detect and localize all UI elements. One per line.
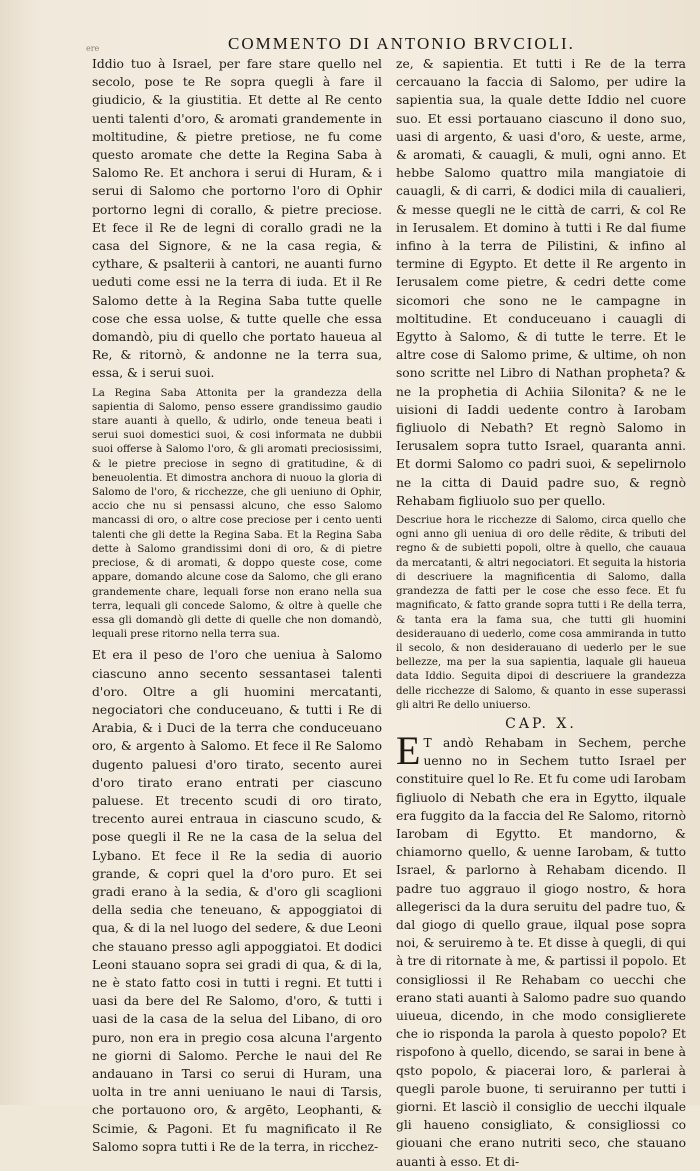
- gutter-mark: ere: [86, 44, 100, 53]
- scripture-text-1: Iddio tuo à Israel, per fare stare quello nel secolo, pose te Re sopra quegli à fare il giudicio, & la giustitia. Et dette al Re cento uenti talenti d'oro, & aromati grandemente in moltitudine, & pietre pretiose, ne fu come questo aromate che dette la Regina Saba à Salomo Re. Et anchora i serui di Huram, & i serui di Salomo che portorno l'oro di Ophir portorno legni di corallo, & pietre preciose. Et fece il Re de legni di corallo gradi ne la casa del Signore, & ne la casa regia, & cythare, & psalterii à cantori, ne auanti furno ueduti come essi ne la terra di iuda. Et il Re Salomo dette à la Regina Saba tutte quelle cose che essa uolse, & tutte quelle che essa domandò, piu di quello che portato haueua al Re, & ritornò, & andonne ne la terra sua, essa, & i serui suoi.: [92, 57, 382, 381]
- scripture-text-3: ze, & sapientia. Et tutti i Re de la terra cercauano la faccia di Salomo, per udire la sapientia sua, la quale dette Iddio nel cuore suo. Et essi portauano ciascuno il dono suo, uasi di argento, & uasi d'oro, & ueste, arme, & aromati, & cauagli, & muli, ogni anno. Et hebbe Salomo quattro mila mangiatoie di cauagli, & di carri, & dodici mila di caualieri, & messe quegli ne le città de carri, & col Re in Ierusalem. Et domino à tutti i Re dal fiume infino à la terra de Pilistini, & infino al termine di Egypto. Et dette il Re argento in Ierusalem come pietre, & cedri dette come sicomori che sono ne le campagne in moltitudine. Et conduceuano i cauagli di Egytto à Salomo, & di tutte le terre. Et le altre cose di Salomo prime, & ultime, oh non sono scritte nel Libro di Nathan propheta? & ne la prophetia di Achiia Silonita? & ne le uisioni di Iaddi uedente contro à Iarobam figliuolo di Nebath? Et regnò Salomo in Ierusalem sopra tutto Israel, quaranta anni. Et dormi Salomo co padri suoi, & sepelirnolo ne la citta di Dauid padre suo, & regnò Rehabam figliuolo suo per quello.: [396, 57, 686, 508]
- commentary-text-2: Descriue hora le ricchezze di Salomo, circa quello che ogni anno gli ueniua di oro delle rēdite, & tributi del regno & de subietti popoli, oltre à quello, che cauaua da mercatanti, & altri negociatori. Et seguita la historia di descriuere la magnificentia di Salomo, dalla grandezza de fatti per le cose che esso fece. Et fu magnificato, & fatto grande sopra tutti i Re della terra, & tanta era la fama sua, che tutti gli huomini desiderauano di uederlo, come cosa ammiranda in tutto il secolo, & non desiderauano di uederlo per le sue bellezze, ma per la sua sapientia, laquale gli haueua data Iddio. Seguita dipoi di descriuere la grandezza delle ricchezze di Salomo, & quanto in esse superassi gli altri Re dello uniuerso.: [396, 515, 686, 711]
- right-column: [396, 55, 686, 1171]
- chapter-text: [396, 727, 686, 1171]
- scripture-text-2: Et era il peso de l'oro che ueniua à Salomo ciascuno anno secento sessantasei talenti d'oro. Oltre a gli huomini mercatanti, negociatori che conduceuano, & tutti i Re di Arabia, & i Duci de la terra che conduceuano oro, & argento à Salomo. Et fece il Re Salomo dugento paluesi d'oro tirato, secento aurei d'oro tirato erano entrati per ciascuno paluese. Et trecento scudi di oro tirato, trecento aurei entraua in ciascuno scudo, & pose quegli il Re ne la casa de la selua del Lybano. Et fece il Re la sedia di auorio grande, & copri quel la d'oro puro. Et sei gradi erano à la sedia, & d'oro gli scaglioni della sedia che teneuano, & appoggiatoi di qua, & di la nel luogo del sedere, & due Leoni che stauano presso agli appoggiatoi. Et dodici Leoni stauano sopra sei gradi di qua, & di la, ne è stato fatto cosi in tutti i regni. Et tutti i uasi da bere del Re Salomo, d'oro, & tutti i uasi de la casa de la selua del Libano, di oro puro, non era in pregio cosa alcuna l'argento ne giorni di Salomo. Perche le naui del Re andauano in Tarsi co serui di Huram, una uolta in tre anni ueniuano le naui di Tarsis, che portauono oro, & argēto, Leophanti, & Scimie, & Pagoni. Et fu magnificato il Re Salomo sopra tutti i Re de la terra, in ricchez-: [92, 648, 382, 1154]
- left-column: [92, 55, 382, 1156]
- chapter-heading: CAP. X.: [505, 715, 577, 732]
- chapter-body: T andò Rehabam in Sechem, perche uenno no in Sechem tutto Israel per constituire quel lo Re. Et fu come udi Iarobam figliuolo di Nebath che era in Egytto, ilquale era fuggito da la faccia del Re Salomo, ritornò Iarobam di Egytto. Et mandorno, & chiamorno quello, & uenne Iarobam, & tutto Israel, & parlorno à Rehabam dicendo. Il padre tuo aggrauo il giogo nostro, & hora allegerisci da la dura seruitu del padre tuo, & dal giogo di quello graue, ilqual pose sopra noi, & seruiremo à te. Et disse à quegli, di qui à tre di ritornate à me, & partissi il popolo. Et consigliossi il Re Rehabam co uecchi che erano stati auanti à Salomo padre suo quando uiueua, dicendo, in che modo consiglierete che io risponda la parola à questo popolo? Et rispofono à quello, dicendo, se sarai in bene à qsto popolo, & piacerai loro, & parlerai à quegli parole buone, ti seruiranno per tutti i giorni. Et lasciò il consiglio de uecchi ilquale gli haueno consigliato, & consigliossi co giouani che erano nutriti seco, che stauano auanti à esso. Et di-: [396, 735, 686, 1169]
- drop-cap: E: [396, 727, 421, 773]
- commentary-text-1: La Regina Saba Attonita per la grandezza della sapientia di Salomo, penso essere grandissimo gaudio stare auanti à quello, & udirlo, onde teneua beati i serui suoi domestici suoi, & cosi informata ne dubbii suoi offerse à Salomo l'oro, & gli aromati preciosissimi, & le pietre preciose in segno di gratitudine, & di beneuolentia. Et dimostra anchora di nuouo la gloria di Salomo de l'oro, & ricchezze, che gli ueniuno di Ophir, accio che nu si pensassi alcuno, che esso Salomo mancassi di oro, o altre cose preciose per i cento uenti talenti che gli dette la Regina Saba. Et la Regina Saba dette à Salomo grandissimi doni di oro, & di pietre preciose, & di aromati, & doppo queste cose, come appare, domando alcune cose da Salomo, che gli erano grandemente chare, lequali forse non erano nella sua terra, lequali gli concede Salomo, & oltre à quelle che essa gli domandò gli dette di quelle che non domandò, lequali prese ritorno nella terra sua.: [92, 387, 382, 641]
- running-header: COMMENTO DI ANTONIO BRVCIOLI.: [228, 34, 575, 53]
